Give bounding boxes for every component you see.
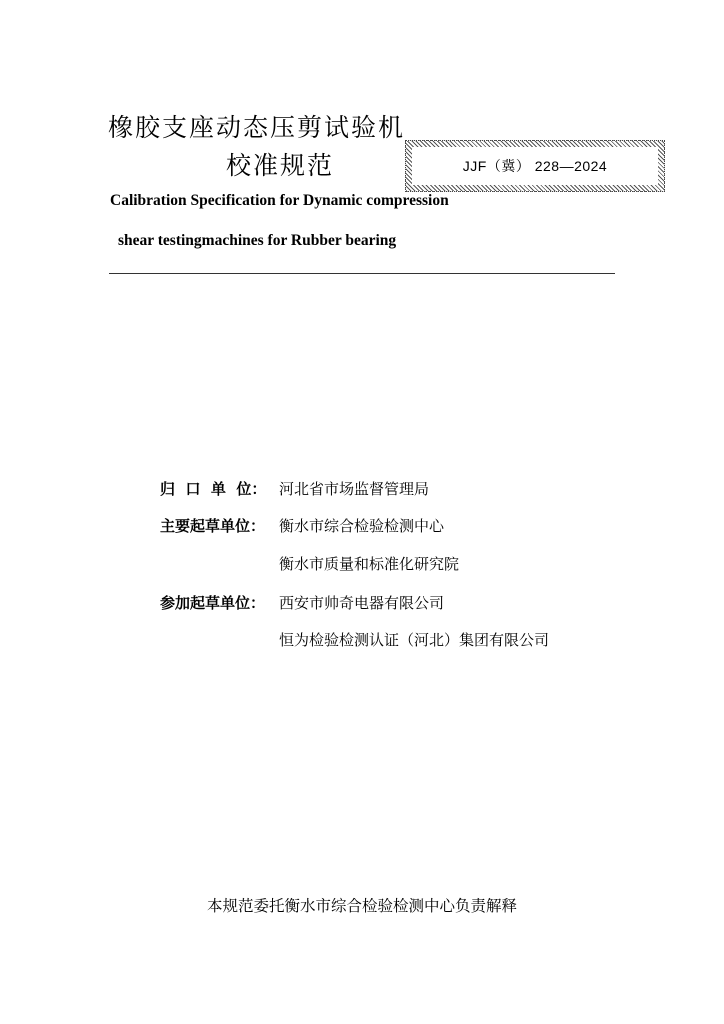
responsible-unit: 河北省市场监督管理局 bbox=[279, 480, 430, 498]
standard-code: JJF（冀） 228—2024 bbox=[412, 147, 658, 185]
title-divider bbox=[109, 273, 615, 274]
title-line-2: 校准规范 bbox=[226, 151, 335, 180]
participating-unit-label: 参加起草单位： bbox=[160, 594, 266, 612]
participating-unit-2: 恒为检验检测认证（河北）集团有限公司 bbox=[279, 631, 550, 649]
interpretation-note: 本规范委托衡水市综合检验检测中心负责解释 bbox=[206, 897, 517, 915]
main-drafting-unit-1: 衡水市综合检验检测中心 bbox=[279, 517, 445, 535]
english-title-line-2: shear testingmachines for Rubber bearing bbox=[118, 232, 397, 249]
main-drafting-unit-2: 衡水市质量和标准化研究院 bbox=[279, 555, 460, 573]
participating-unit-1: 西安市帅奇电器有限公司 bbox=[279, 594, 445, 612]
main-drafting-unit-label: 主要起草单位： bbox=[160, 517, 266, 535]
english-title-line-1: Calibration Specification for Dynamic compression bbox=[110, 192, 449, 209]
responsible-unit-label: 归 口 单 位： bbox=[160, 480, 267, 498]
standard-code-box bbox=[405, 140, 665, 192]
title-line-1: 橡胶支座动态压剪试验机 bbox=[108, 113, 406, 142]
